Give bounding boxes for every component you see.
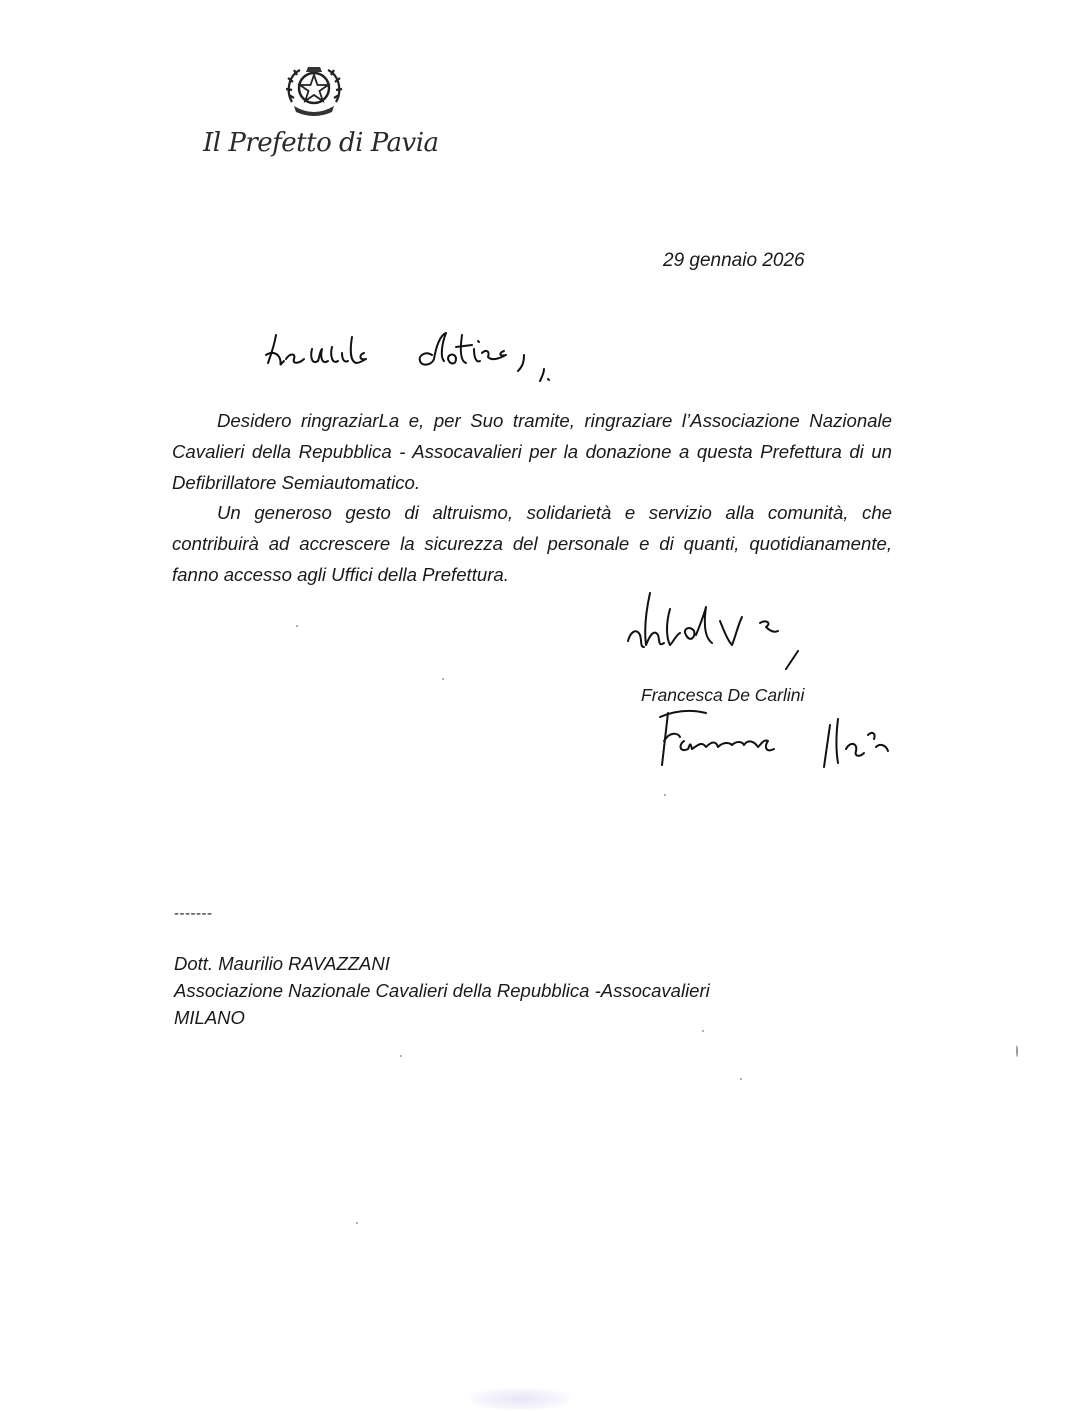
separator-line: ------- [174, 905, 213, 922]
signer-name: Francesca De Carlini [641, 685, 805, 705]
handwritten-closing [620, 585, 865, 670]
office-title: Il Prefetto di Pavia [203, 128, 439, 158]
scan-speck [740, 1078, 742, 1080]
recipient-block [174, 950, 710, 1031]
scan-speck [296, 625, 298, 627]
scan-speck [702, 1030, 704, 1032]
scan-speck [1016, 1045, 1018, 1057]
recipient-city: MILANO [174, 1007, 245, 1028]
scan-speck [356, 1222, 358, 1224]
italian-republic-emblem-icon [284, 62, 344, 120]
letter-date: 29 gennaio 2026 [663, 250, 805, 271]
handwritten-salutation [262, 325, 572, 385]
body-paragraph-1 [172, 405, 892, 498]
recipient-organization: Associazione Nazionale Cavalieri della Repubblica -Assocavalieri [174, 980, 710, 1001]
body-paragraph-2 [172, 497, 892, 590]
recipient-name: Dott. Maurilio RAVAZZANI [174, 953, 390, 974]
scan-speck [442, 678, 444, 680]
scan-speck [664, 794, 666, 796]
body-paragraph-2-text: Un generoso gesto di altruismo, solidarietà e servizio alla comunità, che contribuirà ad accrescere la sicurezza del personale e di quanti, quotidianamente, fanno accesso agli Uffici della Prefettura. [172, 502, 892, 585]
scan-smudge [470, 1388, 570, 1410]
handwritten-signature [650, 705, 910, 775]
scan-speck [400, 1055, 402, 1057]
body-paragraph-1-text: Desidero ringraziarLa e, per Suo tramite, ringraziare l’Associazione Nazionale Cavalieri della Repubblica - Assocavalieri per la donazione a questa Prefettura di un Defibrillatore Semiautomatico. [172, 410, 892, 493]
